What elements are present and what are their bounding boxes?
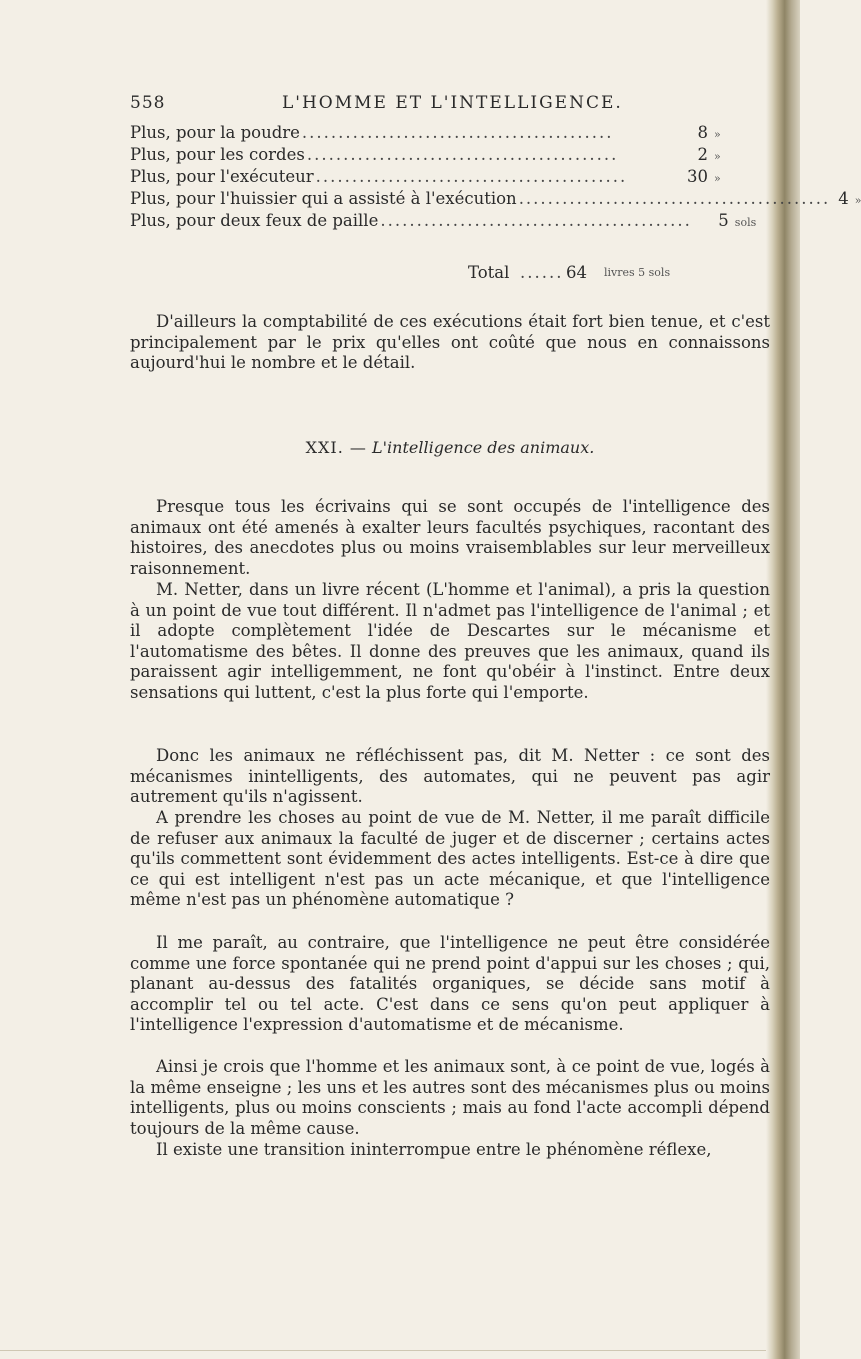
ledger-row-unit: »: [714, 128, 721, 141]
ledger-row-amount: 8: [697, 123, 708, 142]
ledger-row-amount: 2: [697, 145, 708, 164]
ledger-total: [130, 262, 770, 284]
body-paragraph: Il existe une transition ininterrompue entre le phénomène réflexe,: [156, 1140, 712, 1159]
ledger-row-label: Plus, pour les cordes: [130, 145, 305, 164]
ledger-row-leaders: ...........................................: [301, 123, 614, 142]
section-heading: [130, 438, 770, 457]
body-paragraph: Ainsi je crois que l'homme et les animaux sont, à ce point de vue, logés à la même enseigne ; les uns et les autres sont des mécanismes plus ou moins intelligents, plus ou moins conscients ; mais au fond l'acte accompli dépend toujours de la même cause.: [130, 1057, 770, 1138]
intro-paragraph: D'ailleurs la comptabilité de ces exécutions était fort bien tenue, et c'est principalement par le prix qu'elles ont coûté que nous en connaissons aujourd'hui le nombre et le détail.: [130, 312, 770, 373]
total-amount: 64: [566, 263, 587, 282]
bottom-edge-rule: [0, 1350, 766, 1351]
total-leaders: ......: [520, 263, 564, 282]
body-paragraph: M. Netter, dans un livre récent (L'homme et l'animal), a pris la question à un point de vue tout différent. Il n'admet pas l'intelligence de l'animal ; et il adopte complètement l'idée de Descartes sur le mécanisme et l'automatisme des bêtes. Il donne des preuves que les animaux, quand ils paraissent agir intelligemment, ne font qu'obéir à l'instinct. Entre deux sensations qui luttent, c'est la plus forte qui l'emporte.: [130, 580, 770, 702]
ledger-row-label: Plus, pour l'huissier qui a assisté à l'exécution: [130, 189, 517, 208]
ledger-row: [130, 166, 770, 188]
body-paragraph: A prendre les choses au point de vue de M. Netter, il me paraît difficile de refuser aux animaux la faculté de juger et de discerner ; certains actes qu'ils commettent sont évidemment des actes intelligents. Est-ce à dire que ce qui est intelligent n'est pas un acte mécanique, et que l'intelligence même n'est pas un phénomène automatique ?: [130, 808, 770, 910]
ledger-row-leaders: ...........................................: [518, 189, 831, 208]
body-paragraph: Presque tous les écrivains qui se sont occupés de l'intelligence des animaux ont été amenés à exalter leurs facultés psychiques, racontant des histoires, des anecdotes plus ou moins vraisemblables sur leur merveilleux raisonnement.: [130, 497, 770, 578]
page-number: 558: [130, 93, 166, 113]
total-label: Total: [468, 263, 510, 282]
ledger-row: [130, 188, 861, 210]
ledger-row-unit: sols: [734, 216, 757, 229]
ledger-row-amount: 30: [687, 167, 708, 186]
expense-ledger: [130, 122, 861, 232]
ledger-row: [130, 144, 770, 166]
body-paragraph: Donc les animaux ne réfléchissent pas, dit M. Netter : ce sont des mécanismes inintelligents, des automates, qui ne peuvent pas agir autrement qu'ils n'agissent.: [130, 746, 770, 807]
ledger-row-unit: »: [714, 150, 721, 163]
ledger-row-leaders: ...........................................: [306, 145, 619, 164]
ledger-row-label: Plus, pour l'exécuteur: [130, 167, 314, 186]
running-title: L'HOMME ET L'INTELLIGENCE.: [282, 93, 623, 113]
ledger-row-leaders: ...........................................: [315, 167, 628, 186]
section-number: XXI. —: [305, 438, 367, 457]
ledger-row-label: Plus, pour la poudre: [130, 123, 300, 142]
ledger-row-amount: 5: [718, 211, 729, 230]
body-paragraph: Il me paraît, au contraire, que l'intelligence ne peut être considérée comme une force spontanée qui ne prend point d'appui sur les choses ; qui, planant au-dessus des fatalités organiques, se décide sans motif à accomplir tel ou tel acte. C'est dans ce sens qu'on peut appliquer à l'intelligence l'expression d'automatisme et de mécanisme.: [130, 933, 770, 1035]
ledger-row-amount: 4: [838, 189, 849, 208]
total-unit: livres 5 sols: [604, 266, 671, 279]
section-title: L'intelligence des animaux.: [372, 438, 595, 457]
ledger-row-leaders: ...........................................: [380, 211, 692, 230]
running-header: [130, 93, 770, 117]
ledger-row-unit: »: [714, 172, 721, 185]
ledger-row-label: Plus, pour deux feux de paille: [130, 211, 379, 230]
ledger-row: [130, 122, 770, 144]
ledger-row: [130, 210, 770, 232]
ledger-row-unit: »: [854, 194, 861, 207]
